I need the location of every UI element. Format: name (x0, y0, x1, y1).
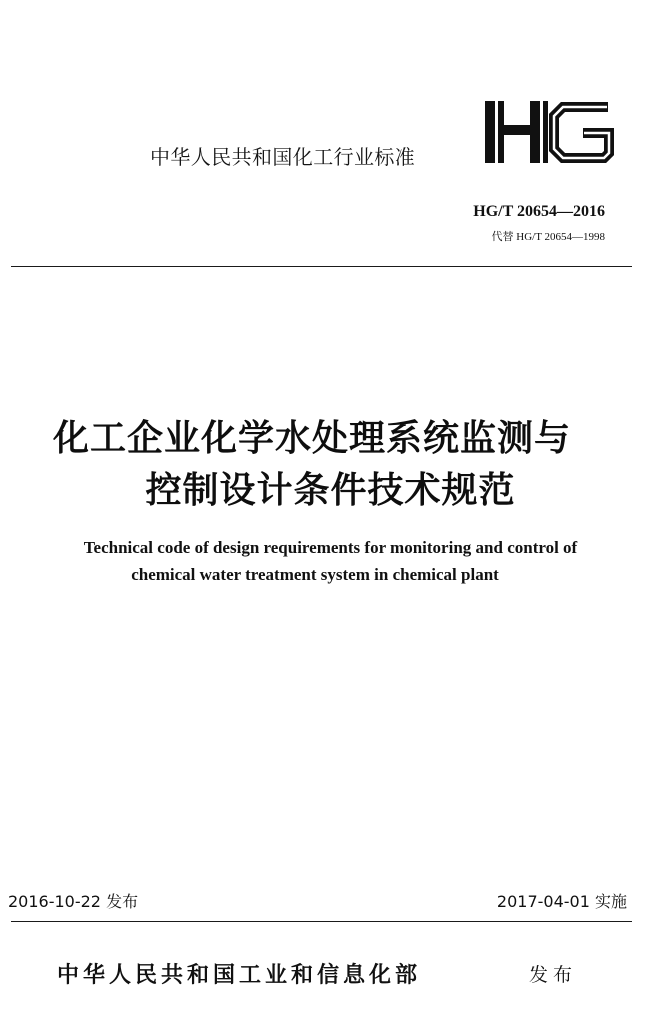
issue-action: 发布 (529, 964, 578, 986)
chinese-title-line-2: 控制设计条件技术规范 (145, 470, 516, 511)
english-title-line-1: Technical code of design requirements for monitoring and control of (83, 538, 578, 557)
english-title-line-2: chemical water treatment system in chemical plant (131, 565, 499, 584)
hg-logo (483, 97, 615, 167)
header-divider (11, 266, 632, 267)
chinese-title-line-1: 化工企业化学水处理系统监测与 (52, 418, 571, 459)
issuing-authority: 中华人民共和国工业和信息化部 (57, 963, 422, 988)
standard-category: 中华人民共和国化工行业标准 (150, 145, 416, 169)
footer-divider (11, 921, 632, 922)
standard-number: HG/T 20654—2016 (473, 203, 605, 220)
implementation-date: 2017-04-01 实施 (496, 892, 627, 911)
issue-date: 2016-10-22 发布 (8, 892, 139, 911)
replaces-standard: 代替 HG/T 20654—1998 (491, 231, 605, 243)
